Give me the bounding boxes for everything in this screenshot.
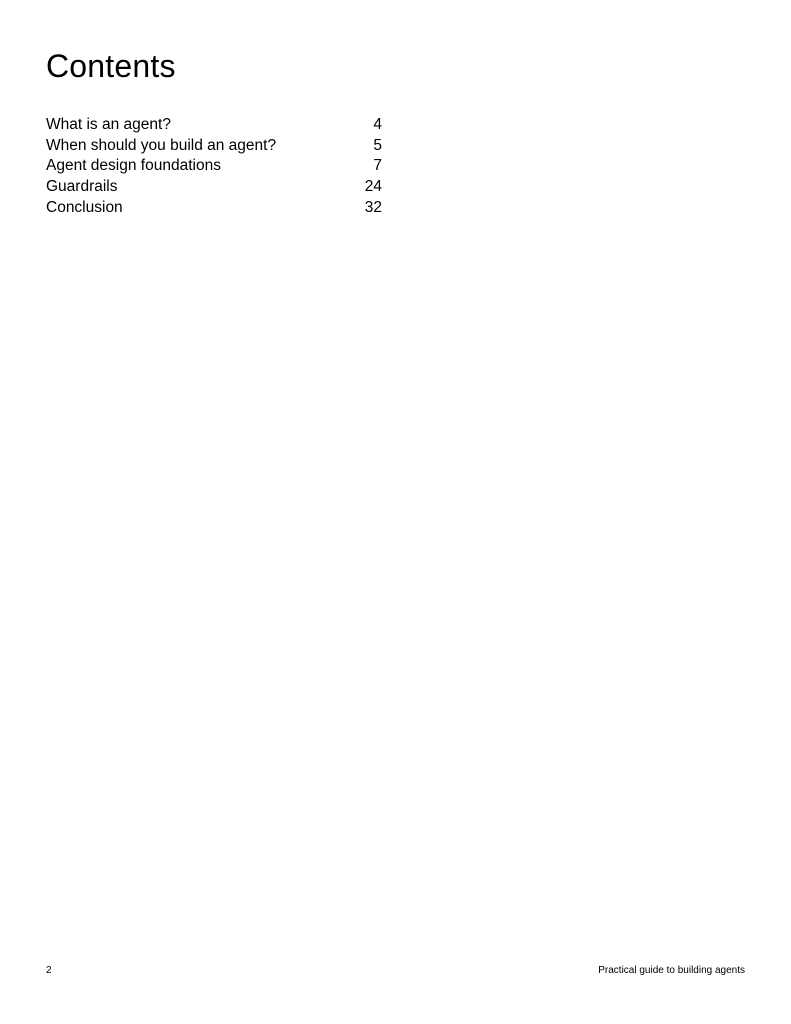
- toc-entry-title: Conclusion: [46, 198, 123, 216]
- toc-entry-title: When should you build an agent?: [46, 136, 277, 154]
- toc-entry-guardrails[interactable]: [46, 177, 382, 198]
- toc-entry-title: What is an agent?: [46, 116, 171, 133]
- toc-entry-page-number: 5: [373, 136, 382, 154]
- toc-entry-conclusion[interactable]: [46, 198, 382, 219]
- toc-entry-page-number: 7: [373, 157, 382, 175]
- table-of-contents: [46, 115, 382, 218]
- toc-entry-title: Agent design foundations: [46, 157, 221, 175]
- footer-document-title: Practical guide to building agents: [598, 965, 745, 976]
- toc-entry-what-is-an-agent[interactable]: [46, 115, 382, 136]
- toc-entry-when-to-build[interactable]: [46, 136, 382, 157]
- toc-entry-page-number: 24: [364, 178, 382, 196]
- toc-entry-design-foundations[interactable]: [46, 156, 382, 177]
- toc-entry-page-number: 4: [373, 116, 382, 133]
- footer-page-number: 2: [46, 965, 52, 976]
- page-title: Contents: [46, 48, 176, 84]
- toc-entry-title: Guardrails: [46, 178, 118, 196]
- toc-entry-page-number: 32: [364, 198, 382, 216]
